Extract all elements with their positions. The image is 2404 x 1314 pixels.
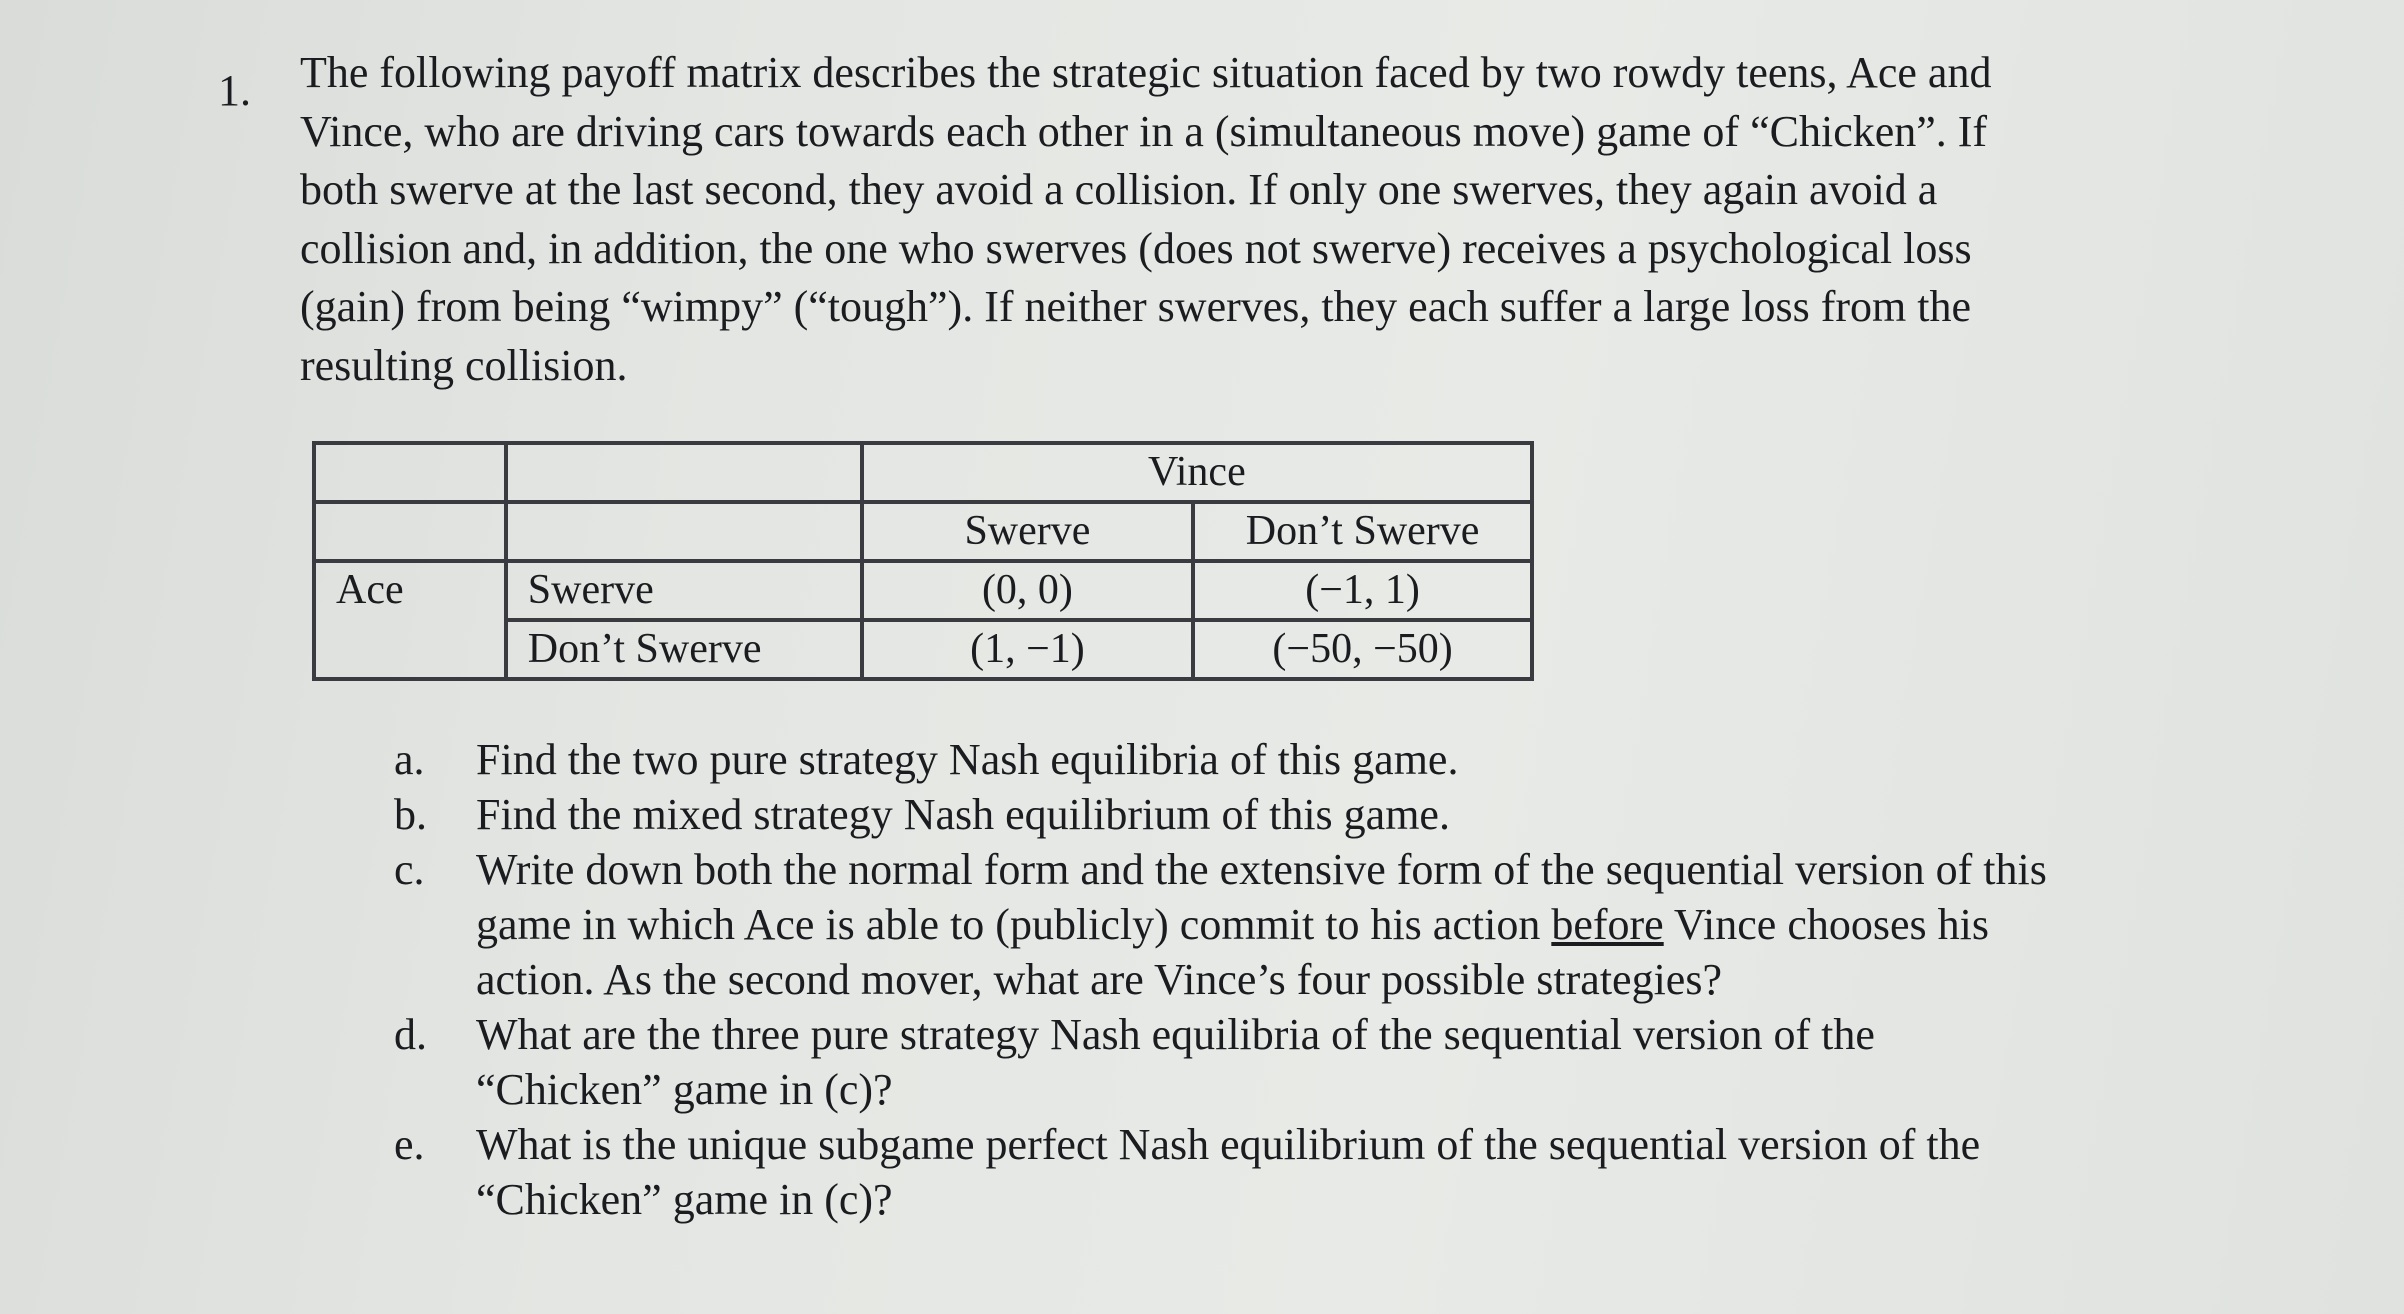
payoff-cell: (1, −1) xyxy=(862,620,1194,679)
empty-cell xyxy=(314,502,506,561)
intro-line: resulting collision. xyxy=(300,340,628,390)
part-letter: a. xyxy=(394,735,425,784)
row-player-label: Ace xyxy=(314,561,506,679)
text-segment: game in which Ace is able to (publicly) commit to his action xyxy=(476,900,1552,949)
intro-line: both swerve at the last second, they avoid a collision. If only one swerves, they again avoid a xyxy=(300,165,1938,214)
col-strategy-swerve: Swerve xyxy=(862,502,1194,561)
intro-line: collision and, in addition, the one who swerves (does not swerve) receives a psychological loss xyxy=(300,223,1972,273)
part-text: “Chicken” game in (c)? xyxy=(476,1065,893,1114)
part-text: Find the two pure strategy Nash equilibria of this game. xyxy=(476,735,1459,784)
part-letter: c. xyxy=(394,845,425,894)
part-b xyxy=(0,787,2226,842)
intro-line: (gain) from being “wimpy” (“tough”). If neither swerves, they each suffer a large loss from the xyxy=(300,282,1971,331)
part-text xyxy=(476,897,2226,952)
row-strategy-dont-swerve: Don’t Swerve xyxy=(506,620,862,679)
part-e xyxy=(0,1117,2226,1227)
part-a xyxy=(0,732,2226,787)
empty-cell xyxy=(506,443,862,502)
sub-questions xyxy=(0,732,2404,1227)
part-text: What is the unique subgame perfect Nash equilibrium of the sequential version of the xyxy=(476,1120,1981,1169)
row-strategy-swerve: Swerve xyxy=(506,561,862,620)
column-player-label: Vince xyxy=(862,443,1532,502)
text-segment: Vince chooses his xyxy=(1663,900,1989,949)
payoff-cell: (−50, −50) xyxy=(1193,620,1532,679)
payoff-cell: (0, 0) xyxy=(862,561,1194,620)
part-letter: d. xyxy=(394,1010,427,1059)
question-number: 1. xyxy=(218,66,251,115)
payoff-cell: (−1, 1) xyxy=(1193,561,1532,620)
col-strategy-dont-swerve: Don’t Swerve xyxy=(1193,502,1532,561)
empty-cell xyxy=(506,502,862,561)
part-text: Write down both the normal form and the extensive form of the sequential version of this xyxy=(476,845,2047,894)
empty-cell xyxy=(314,443,506,502)
part-text: What are the three pure strategy Nash equilibria of the sequential version of the xyxy=(476,1010,1875,1059)
part-text: action. As the second mover, what are Vince’s four possible strategies? xyxy=(476,955,1722,1004)
table-row xyxy=(314,502,1532,561)
question-intro xyxy=(300,44,2220,395)
payoff-matrix xyxy=(312,441,1534,681)
table-row xyxy=(314,561,1532,620)
part-text: “Chicken” game in (c)? xyxy=(476,1175,893,1224)
part-letter: e. xyxy=(394,1120,425,1169)
intro-line: Vince, who are driving cars towards each other in a (simultaneous move) game of “Chicken”. If xyxy=(300,106,1988,156)
part-letter: b. xyxy=(394,790,427,839)
part-d xyxy=(0,1007,2226,1117)
intro-line: The following payoff matrix describes the strategic situation faced by two rowdy teens, Ace and xyxy=(300,48,1992,97)
underlined-word: before xyxy=(1551,900,1664,949)
part-text: Find the mixed strategy Nash equilibrium of this game. xyxy=(476,790,1450,839)
table-row xyxy=(314,443,1532,502)
part-c xyxy=(0,842,2226,1007)
